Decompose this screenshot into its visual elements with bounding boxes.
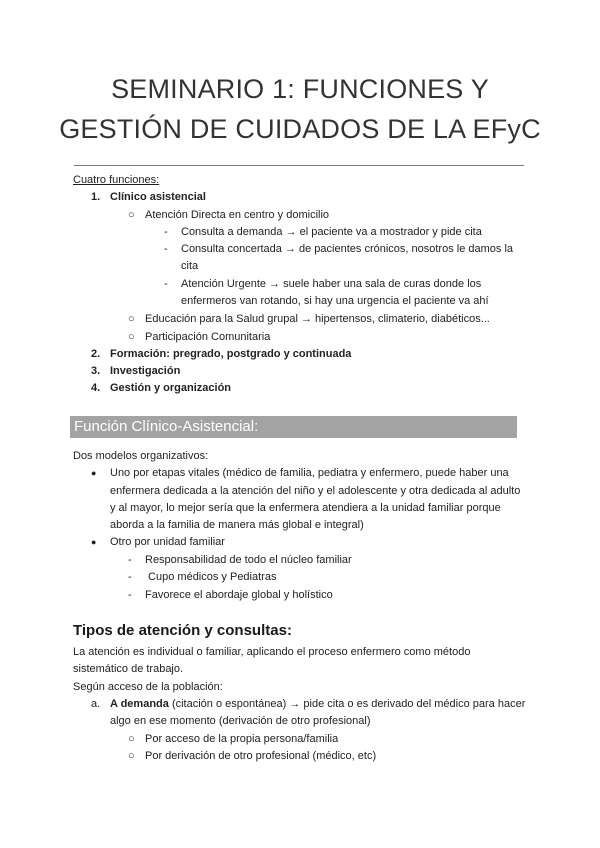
dash-bullet-icon: - xyxy=(128,571,132,583)
circle-bullet-icon: ○ xyxy=(128,313,135,325)
modelo-2-sub-1: Responsabilidad de todo el núcleo familiar xyxy=(145,554,352,566)
page-title-line-2: GESTIÓN DE CUIDADOS DE LA EFyC xyxy=(59,114,541,144)
list-item-a-demanda xyxy=(110,697,525,711)
a-sub-1: Por acceso de la propia persona/familia xyxy=(145,733,339,745)
section-heading-band xyxy=(70,416,517,438)
page-title-line-1: SEMINARIO 1: FUNCIONES Y xyxy=(111,74,489,104)
list-item-clinico: Clínico asistencial xyxy=(110,191,206,203)
modelo-1-line-3: y al mayor, lo mejor sería que la enfermera atendiera a la unidad familiar porque xyxy=(110,502,501,514)
a-demanda-label: A demanda xyxy=(110,698,169,710)
circle-bullet-icon: ○ xyxy=(128,750,135,762)
dash-bullet-icon: - xyxy=(128,554,132,566)
dash-bullet-icon: - xyxy=(164,243,168,255)
list-item-consulta-demanda: Consulta a demanda → el paciente va a mostrador y pide cita xyxy=(181,226,482,238)
list-number: 1. xyxy=(91,191,101,203)
modelo-2: Otro por unidad familiar xyxy=(110,536,225,548)
list-item-educacion: Educación para la Salud grupal → hipertensos, climaterio, diabéticos... xyxy=(145,313,490,325)
title-divider xyxy=(74,165,524,166)
list-item-atencion-urgente: Atención Urgente → suele haber una sala de curas donde los xyxy=(181,278,482,290)
circle-bullet-icon: ○ xyxy=(128,331,135,343)
list-item-atencion-urgente-cont: enfermeros van rotando, si hay una urgencia el paciente va ahí xyxy=(181,295,489,307)
list-item-formacion: Formación: pregrado, postgrado y continuada xyxy=(110,348,352,360)
modelos-intro: Dos modelos organizativos: xyxy=(73,450,209,462)
modelo-1-line-4: aborda a la familia de manera más global e integral) xyxy=(110,519,364,531)
section-heading-clinico: Función Clínico-Asistencial: xyxy=(74,418,259,435)
list-item-atencion-directa: Atención Directa en centro y domicilio xyxy=(145,209,330,221)
modelo-1-line-1: Uno por etapas vitales (médico de familia, pediatra y enfermero, puede haber una xyxy=(110,467,509,479)
list-item-participacion: Participación Comunitaria xyxy=(145,331,271,343)
list-number: 2. xyxy=(91,348,101,360)
list-item-consulta-concertada-cont: cita xyxy=(181,260,199,272)
dash-bullet-icon: - xyxy=(164,226,168,238)
modelo-2-sub-3: Favorece el abordaje global y holístico xyxy=(145,589,333,601)
tipos-paragraph-line-2: sistemático de trabajo. xyxy=(73,663,184,675)
list-letter: a. xyxy=(91,698,101,710)
list-number: 3. xyxy=(91,365,101,377)
section-heading-tipos: Tipos de atención y consultas: xyxy=(73,622,292,639)
acceso-intro: Según acceso de la población: xyxy=(73,681,223,693)
dash-bullet-icon: - xyxy=(164,278,168,290)
list-item-a-demanda-cont: algo en ese momento (derivación de otro profesional) xyxy=(110,715,371,727)
dash-bullet-icon: - xyxy=(128,589,132,601)
modelo-1-line-2: enfermera dedicada a la atención del niño y el adolescente y otra dedicada al adulto xyxy=(110,485,521,497)
circle-bullet-icon: ○ xyxy=(128,209,135,221)
dot-bullet-icon: ● xyxy=(91,468,97,478)
funciones-intro: Cuatro funciones: xyxy=(73,174,160,186)
list-item-investigacion: Investigación xyxy=(110,365,181,377)
circle-bullet-icon: ○ xyxy=(128,733,135,745)
list-number: 4. xyxy=(91,382,101,394)
a-sub-2: Por derivación de otro profesional (médico, etc) xyxy=(145,750,377,762)
tipos-paragraph-line-1: La atención es individual o familiar, aplicando el proceso enfermero como método xyxy=(73,646,471,658)
list-item-consulta-concertada: Consulta concertada → de pacientes crónicos, nosotros le damos la xyxy=(181,243,514,255)
modelo-2-sub-2: Cupo médicos y Pediatras xyxy=(145,571,277,583)
dot-bullet-icon: ● xyxy=(91,537,97,547)
a-demanda-desc: (citación o espontánea) → pide cita o es derivado del médico para hacer xyxy=(168,698,526,710)
list-item-gestion: Gestión y organización xyxy=(110,382,232,394)
